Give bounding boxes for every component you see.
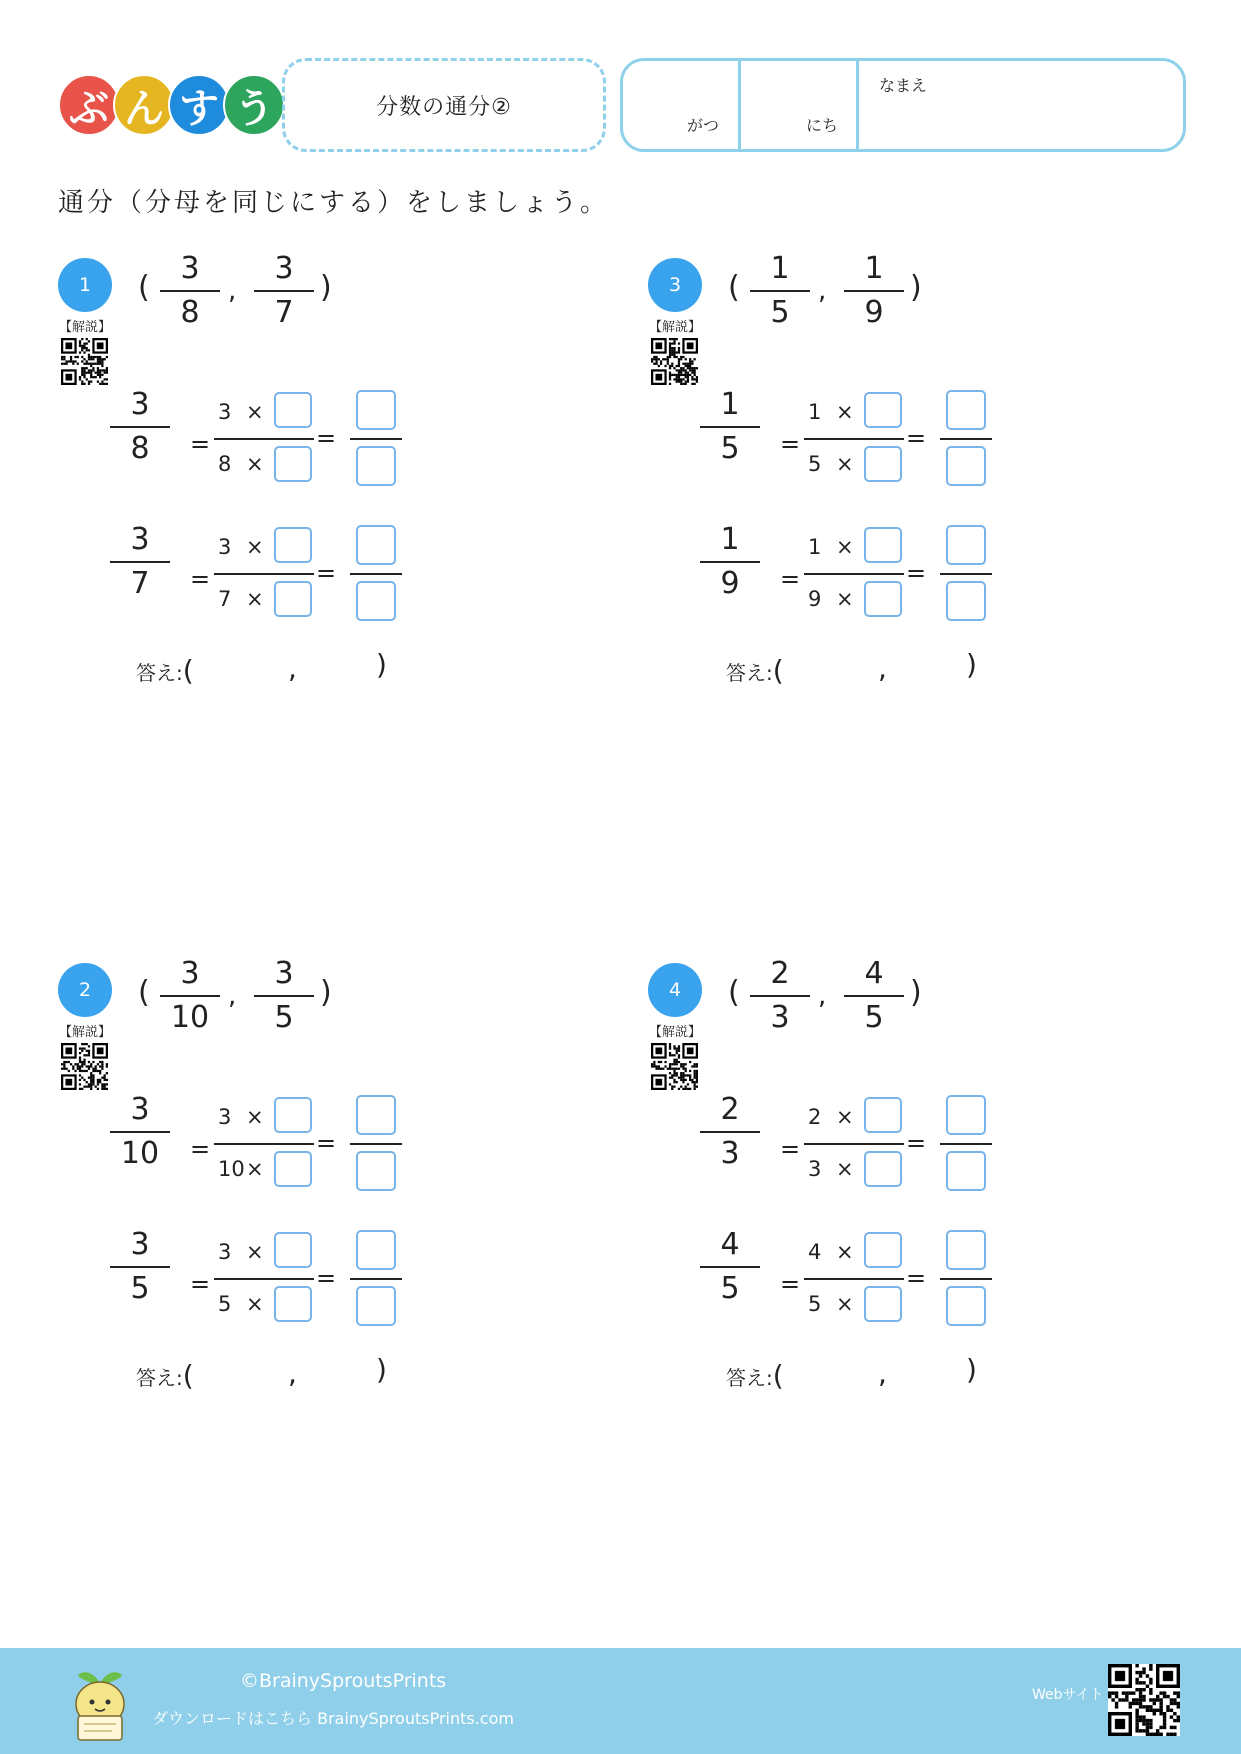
fraction-bar <box>350 438 402 440</box>
divider <box>856 61 859 149</box>
answer-open-paren: ( <box>182 654 194 687</box>
answer-close-paren: ) <box>966 1353 977 1386</box>
denominator: 10 <box>170 1000 210 1035</box>
equals-sign: = <box>906 424 927 452</box>
multiplier-box[interactable] <box>274 1286 312 1322</box>
denominator: 5 <box>864 1000 884 1035</box>
multiplier-box[interactable] <box>864 1286 902 1322</box>
multiply-numerator: 2 <box>808 1105 822 1129</box>
times-sign: × <box>836 535 854 559</box>
problem-1 <box>58 251 618 708</box>
row-fraction <box>700 1093 760 1171</box>
fraction-bar <box>804 1143 904 1145</box>
problem-number: 4 <box>648 963 702 1017</box>
result-numerator-box[interactable] <box>356 1095 396 1135</box>
result-denominator-box[interactable] <box>356 1151 396 1191</box>
result-numerator-box[interactable] <box>946 525 986 565</box>
times-sign: × <box>246 1105 264 1129</box>
multiplier-box[interactable] <box>274 446 312 482</box>
equals-sign: = <box>780 565 801 593</box>
result-denominator-box[interactable] <box>356 581 396 621</box>
fraction-bar <box>700 561 760 563</box>
answer-line[interactable] <box>136 1353 387 1392</box>
denominator: 5 <box>274 1000 294 1035</box>
divider <box>738 61 741 149</box>
equals-sign: = <box>780 1135 801 1163</box>
denominator: 3 <box>720 1136 740 1171</box>
explanation-qr-code-icon[interactable] <box>651 1043 698 1090</box>
logo-char: ぶ <box>58 74 120 136</box>
denominator: 5 <box>720 1271 740 1306</box>
problem-4 <box>648 956 1208 1413</box>
denominator: 8 <box>130 431 150 466</box>
logo-char: う <box>223 74 285 136</box>
times-sign: × <box>836 452 854 476</box>
name-date-box <box>620 58 1186 152</box>
comma: , <box>818 981 827 1011</box>
numerator: 4 <box>864 956 884 991</box>
multiplier-box[interactable] <box>274 527 312 563</box>
problem-number: 1 <box>58 258 112 312</box>
times-sign: × <box>836 1240 854 1264</box>
result-numerator-box[interactable] <box>356 525 396 565</box>
fraction-a <box>750 252 810 330</box>
result-denominator-box[interactable] <box>946 1286 986 1326</box>
answer-open-paren: ( <box>772 1359 784 1392</box>
multiply-numerator: 3 <box>218 1105 232 1129</box>
equals-sign: = <box>906 1264 927 1292</box>
multiplier-box[interactable] <box>864 1097 902 1133</box>
result-denominator-box[interactable] <box>946 446 986 486</box>
answer-comma: , <box>878 652 887 685</box>
row-fraction <box>700 1228 760 1306</box>
download-text[interactable]: ダウンロードはこちら BrainySproutsPrints.com <box>152 1709 514 1728</box>
multiplier-box[interactable] <box>274 581 312 617</box>
denominator: 3 <box>770 1000 790 1035</box>
fraction-bar <box>160 290 220 292</box>
multiply-numerator: 1 <box>808 400 822 424</box>
answer-line[interactable] <box>136 648 387 687</box>
equals-sign: = <box>190 430 211 458</box>
day-label: にち <box>806 116 839 135</box>
numerator: 4 <box>720 1227 740 1262</box>
fraction-bar <box>110 1131 170 1133</box>
denominator: 5 <box>770 295 790 330</box>
fraction-bar <box>214 1278 314 1280</box>
numerator: 3 <box>130 1227 150 1262</box>
numerator: 1 <box>770 251 790 286</box>
kaisetsu-label: 【解説】 <box>58 1025 111 1040</box>
fraction-bar <box>214 573 314 575</box>
answer-open-paren: ( <box>182 1359 194 1392</box>
multiply-denominator: 8 <box>218 452 232 476</box>
row-fraction <box>110 1093 170 1171</box>
result-numerator-box[interactable] <box>356 390 396 430</box>
equals-sign: = <box>906 559 927 587</box>
multiply-numerator: 3 <box>218 1240 232 1264</box>
numerator: 2 <box>770 956 790 991</box>
times-sign: × <box>246 1292 264 1316</box>
close-paren: ) <box>910 270 922 305</box>
fraction-bar <box>350 1278 402 1280</box>
times-sign: × <box>246 400 264 424</box>
result-numerator-box[interactable] <box>946 390 986 430</box>
fraction-a <box>160 252 220 330</box>
website-label: Webサイト <box>1032 1687 1104 1703</box>
multiplier-box[interactable] <box>274 392 312 428</box>
sprout-mascot-icon <box>68 1662 132 1742</box>
times-sign: × <box>246 587 264 611</box>
numerator: 3 <box>180 956 200 991</box>
times-sign: × <box>836 1292 854 1316</box>
kaisetsu-label: 【解説】 <box>58 320 111 335</box>
answer-label: 答え: <box>136 661 183 685</box>
fraction-bar <box>160 995 220 997</box>
row-fraction <box>700 523 760 601</box>
fraction-bar <box>350 573 402 575</box>
multiplier-box[interactable] <box>274 1151 312 1187</box>
fraction-bar <box>110 426 170 428</box>
instruction-text: 通分（分母を同じにする）をしましょう。 <box>58 188 610 218</box>
numerator: 3 <box>180 251 200 286</box>
times-sign: × <box>836 1105 854 1129</box>
multiplier-box[interactable] <box>864 1151 902 1187</box>
fraction-bar <box>110 561 170 563</box>
kaisetsu-label: 【解説】 <box>648 320 701 335</box>
equals-sign: = <box>906 1129 927 1157</box>
multiply-denominator: 3 <box>808 1157 822 1181</box>
result-numerator-box[interactable] <box>946 1095 986 1135</box>
open-paren: ( <box>138 975 150 1010</box>
denominator: 9 <box>720 566 740 601</box>
bunsuu-logo <box>58 74 278 134</box>
answer-comma: , <box>288 652 297 685</box>
multiply-denominator: 10 <box>218 1157 245 1181</box>
explanation-qr-code-icon[interactable] <box>651 338 698 385</box>
equals-sign: = <box>190 1270 211 1298</box>
fraction-b <box>844 252 904 330</box>
equals-sign: = <box>316 1264 337 1292</box>
problem-2 <box>58 956 618 1413</box>
multiplier-box[interactable] <box>274 1097 312 1133</box>
close-paren: ) <box>910 975 922 1010</box>
open-paren: ( <box>728 270 740 305</box>
answer-label: 答え: <box>726 661 773 685</box>
denominator: 10 <box>120 1136 160 1171</box>
problem-number: 2 <box>58 963 112 1017</box>
numerator: 1 <box>720 387 740 422</box>
equals-sign: = <box>190 1135 211 1163</box>
open-paren: ( <box>728 975 740 1010</box>
comma: , <box>228 276 237 306</box>
fraction-bar <box>844 290 904 292</box>
equals-sign: = <box>780 1270 801 1298</box>
denominator: 7 <box>130 566 150 601</box>
fraction-bar <box>804 438 904 440</box>
row-fraction <box>700 388 760 466</box>
numerator: 3 <box>130 387 150 422</box>
denominator: 7 <box>274 295 294 330</box>
equals-sign: = <box>316 424 337 452</box>
result-denominator-box[interactable] <box>356 446 396 486</box>
fraction-bar <box>750 995 810 997</box>
fraction-bar <box>110 1266 170 1268</box>
multiply-denominator: 7 <box>218 587 232 611</box>
fraction-bar <box>940 1143 992 1145</box>
equals-sign: = <box>780 430 801 458</box>
answer-label: 答え: <box>136 1366 183 1390</box>
fraction-bar <box>700 426 760 428</box>
logo-char: す <box>168 74 230 136</box>
fraction-a <box>160 957 220 1035</box>
row-fraction <box>110 388 170 466</box>
fraction-bar <box>700 1131 760 1133</box>
result-denominator-box[interactable] <box>356 1286 396 1326</box>
multiply-numerator: 4 <box>808 1240 822 1264</box>
fraction-bar <box>804 1278 904 1280</box>
multiply-numerator: 3 <box>218 400 232 424</box>
denominator: 5 <box>130 1271 150 1306</box>
answer-label: 答え: <box>726 1366 773 1390</box>
worksheet-title: 分数の通分② <box>282 58 606 152</box>
fraction-bar <box>254 290 314 292</box>
answer-line[interactable] <box>726 1353 977 1392</box>
fraction-b <box>254 252 314 330</box>
fraction-bar <box>214 438 314 440</box>
times-sign: × <box>246 452 264 476</box>
close-paren: ) <box>320 270 332 305</box>
result-denominator-box[interactable] <box>946 581 986 621</box>
answer-line[interactable] <box>726 648 977 687</box>
equals-sign: = <box>316 559 337 587</box>
explanation-qr-code-icon[interactable] <box>61 1043 108 1090</box>
equals-sign: = <box>316 1129 337 1157</box>
fraction-b <box>844 957 904 1035</box>
multiplier-box[interactable] <box>864 527 902 563</box>
denominator: 9 <box>864 295 884 330</box>
multiply-denominator: 9 <box>808 587 822 611</box>
fraction-bar <box>940 438 992 440</box>
result-numerator-box[interactable] <box>356 1230 396 1270</box>
close-paren: ) <box>320 975 332 1010</box>
equals-sign: = <box>190 565 211 593</box>
answer-comma: , <box>878 1357 887 1390</box>
fraction-bar <box>350 1143 402 1145</box>
name-label: なまえ <box>879 76 928 95</box>
numerator: 3 <box>130 522 150 557</box>
comma: , <box>818 276 827 306</box>
times-sign: × <box>836 400 854 424</box>
answer-close-paren: ) <box>966 648 977 681</box>
times-sign: × <box>246 1157 264 1181</box>
fraction-bar <box>750 290 810 292</box>
denominator: 5 <box>720 431 740 466</box>
copyright-text: ©BrainySproutsPrints <box>240 1670 447 1692</box>
multiplier-box[interactable] <box>864 581 902 617</box>
website-qr-code-icon[interactable] <box>1108 1664 1180 1736</box>
fraction-bar <box>940 573 992 575</box>
numerator: 3 <box>274 956 294 991</box>
times-sign: × <box>246 1240 264 1264</box>
footer <box>0 1648 1241 1754</box>
times-sign: × <box>246 535 264 559</box>
times-sign: × <box>836 587 854 611</box>
problem-3 <box>648 251 1208 708</box>
numerator: 1 <box>720 522 740 557</box>
fraction-bar <box>804 573 904 575</box>
denominator: 8 <box>180 295 200 330</box>
multiply-numerator: 1 <box>808 535 822 559</box>
multiplier-box[interactable] <box>864 446 902 482</box>
result-numerator-box[interactable] <box>946 1230 986 1270</box>
multiply-denominator: 5 <box>808 452 822 476</box>
numerator: 1 <box>864 251 884 286</box>
logo-char: ん <box>113 74 175 136</box>
numerator: 3 <box>274 251 294 286</box>
multiplier-box[interactable] <box>864 1232 902 1268</box>
answer-open-paren: ( <box>772 654 784 687</box>
explanation-qr-code-icon[interactable] <box>61 338 108 385</box>
fraction-bar <box>940 1278 992 1280</box>
numerator: 2 <box>720 1092 740 1127</box>
open-paren: ( <box>138 270 150 305</box>
fraction-bar <box>844 995 904 997</box>
answer-close-paren: ) <box>376 648 387 681</box>
problem-number: 3 <box>648 258 702 312</box>
fraction-a <box>750 957 810 1035</box>
multiplier-box[interactable] <box>274 1232 312 1268</box>
times-sign: × <box>836 1157 854 1181</box>
row-fraction <box>110 523 170 601</box>
fraction-bar <box>700 1266 760 1268</box>
answer-comma: , <box>288 1357 297 1390</box>
fraction-bar <box>214 1143 314 1145</box>
row-fraction <box>110 1228 170 1306</box>
fraction-bar <box>254 995 314 997</box>
answer-close-paren: ) <box>376 1353 387 1386</box>
month-label: がつ <box>687 116 720 135</box>
numerator: 3 <box>130 1092 150 1127</box>
kaisetsu-label: 【解説】 <box>648 1025 701 1040</box>
multiply-numerator: 3 <box>218 535 232 559</box>
multiply-denominator: 5 <box>218 1292 232 1316</box>
multiply-denominator: 5 <box>808 1292 822 1316</box>
result-denominator-box[interactable] <box>946 1151 986 1191</box>
comma: , <box>228 981 237 1011</box>
multiplier-box[interactable] <box>864 392 902 428</box>
fraction-b <box>254 957 314 1035</box>
